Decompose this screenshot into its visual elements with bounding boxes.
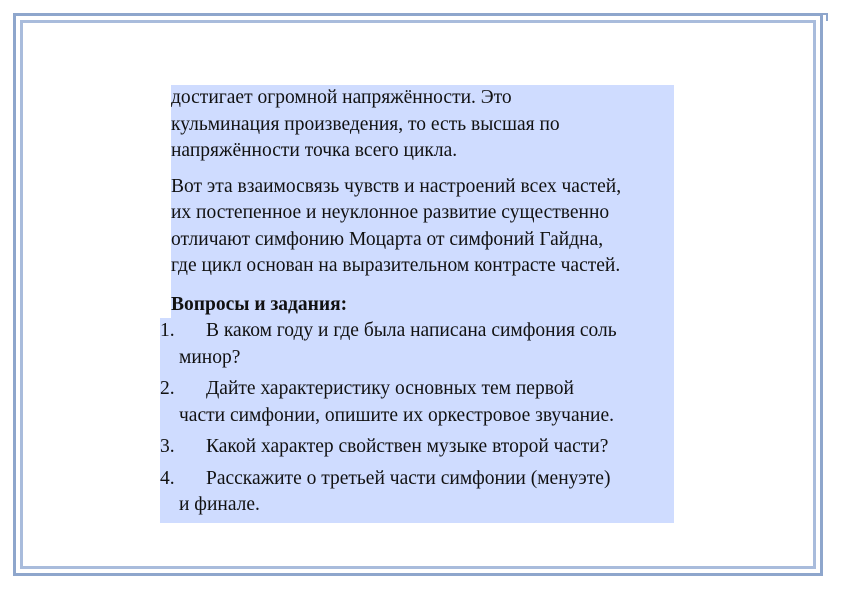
question-item (160, 376, 674, 429)
question-number: 4. (160, 467, 175, 489)
body-paragraph: достигает огромной напряжённости. Это кульминация произведения, то есть высшая по напряжённости точка всего цикла. (171, 87, 560, 161)
question-item (160, 318, 674, 371)
text-block (171, 85, 674, 326)
body-paragraph: Вот эта взаимосвязь чувств и настроений всех частей, их постепенное и неуклонное развитие существенно отличают симфонию Моцарта от симфоний Гайдна, где цикл основан на выразительном контрасте частей. (171, 175, 622, 276)
question-item (160, 434, 674, 461)
question-text: В каком году и где была написана симфония соль минор? (179, 320, 617, 368)
question-item (160, 466, 674, 519)
questions-list-block (160, 318, 674, 523)
question-text: Расскажите о третьей части симфонии (менуэте) и финале. (179, 467, 611, 515)
question-number: 2. (160, 378, 175, 399)
question-number: 3. (160, 436, 175, 457)
frame-corner-ornament (820, 13, 828, 21)
question-text: Какой характер свойствен музыке второй части? (206, 436, 609, 457)
questions-heading: Вопросы и задания: (171, 293, 348, 315)
question-text: Дайте характеристику основных тем первой части симфонии, опишите их оркестровое звучание. (179, 378, 614, 426)
questions-list (160, 318, 674, 519)
question-number: 1. (160, 320, 175, 341)
